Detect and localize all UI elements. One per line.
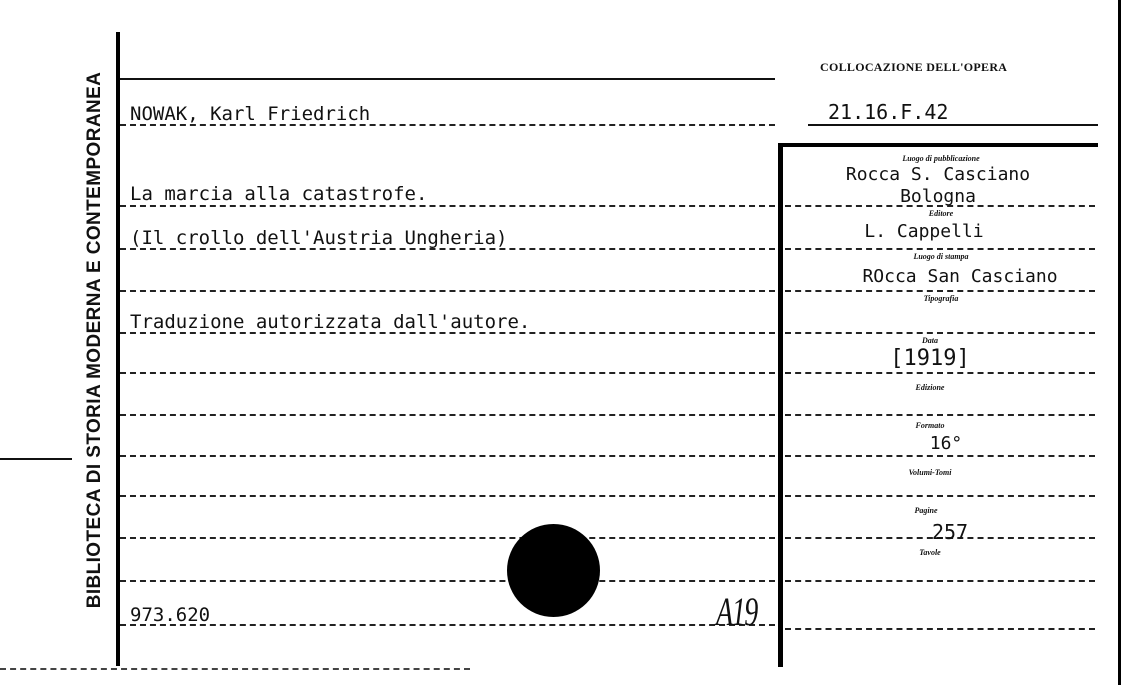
- rule-line: [785, 372, 1095, 374]
- rule-line: [785, 290, 1095, 292]
- rule-line: [120, 580, 775, 582]
- library-name: BIBLIOTECA DI STORIA MODERNA E CONTEMPORANEA: [84, 71, 105, 609]
- edition-label: Edizione: [915, 383, 945, 392]
- rule-line: [785, 455, 1095, 457]
- translation-note: Traduzione autorizzata dall'autore.: [130, 311, 531, 333]
- title-line-2: (Il crollo dell'Austria Ungheria): [130, 227, 508, 249]
- rule-line: [785, 495, 1095, 497]
- rule-line: [785, 414, 1095, 416]
- publisher-label: Editore: [928, 209, 954, 218]
- margin-rule: [0, 458, 72, 460]
- pages-label: Pagine: [914, 506, 938, 515]
- printer-label: Tipografia: [923, 294, 959, 303]
- rule-line: [120, 414, 775, 416]
- shelfmark-rule: [808, 124, 1098, 126]
- right-panel-border: [778, 145, 783, 667]
- rule-line: [785, 248, 1095, 250]
- place-value-1: Rocca S. Casciano: [845, 164, 1031, 185]
- left-border: [116, 32, 120, 666]
- collocation-label: COLLOCAZIONE DELL'OPERA: [820, 60, 1008, 74]
- title-line-1: La marcia alla catastrofe.: [130, 183, 428, 205]
- format-value: 16°: [929, 433, 963, 454]
- classification-number: 973.620: [130, 604, 211, 626]
- date-value: [1919]: [890, 346, 970, 371]
- pages-value: 257: [931, 520, 969, 544]
- volumes-label: Volumi-Tomi: [908, 468, 952, 477]
- author-heading: NOWAK, Karl Friedrich: [130, 103, 371, 125]
- date-label: Data: [922, 336, 938, 345]
- punch-hole: [507, 524, 600, 617]
- place-value-2: Bologna: [900, 186, 976, 207]
- rule-line: [120, 205, 775, 207]
- bottom-margin-rule: [0, 668, 470, 670]
- format-label: Formato: [915, 421, 945, 430]
- print-place-value: ROcca San Casciano: [862, 266, 1058, 287]
- handwritten-mark: A19: [716, 589, 757, 634]
- plates-label: Tavole: [919, 548, 941, 557]
- card-right-edge: [1118, 0, 1121, 685]
- rule-line: [120, 290, 775, 292]
- rule-line: [120, 495, 775, 497]
- rule-line: [785, 580, 1095, 582]
- rule-line: [120, 624, 775, 626]
- shelfmark: 21.16.F.42: [828, 100, 949, 124]
- rule-line: [785, 332, 1095, 334]
- print-place-label: Luogo di stampa: [913, 252, 969, 261]
- rule-line: [785, 628, 1095, 630]
- rule-line: [120, 537, 775, 539]
- rule-line: [120, 78, 775, 80]
- right-panel-top: [778, 143, 1098, 147]
- rule-line: [120, 372, 775, 374]
- place-label: Luogo di pubblicazione: [902, 154, 980, 163]
- publisher-value: L. Cappelli: [864, 221, 984, 242]
- rule-line: [120, 455, 775, 457]
